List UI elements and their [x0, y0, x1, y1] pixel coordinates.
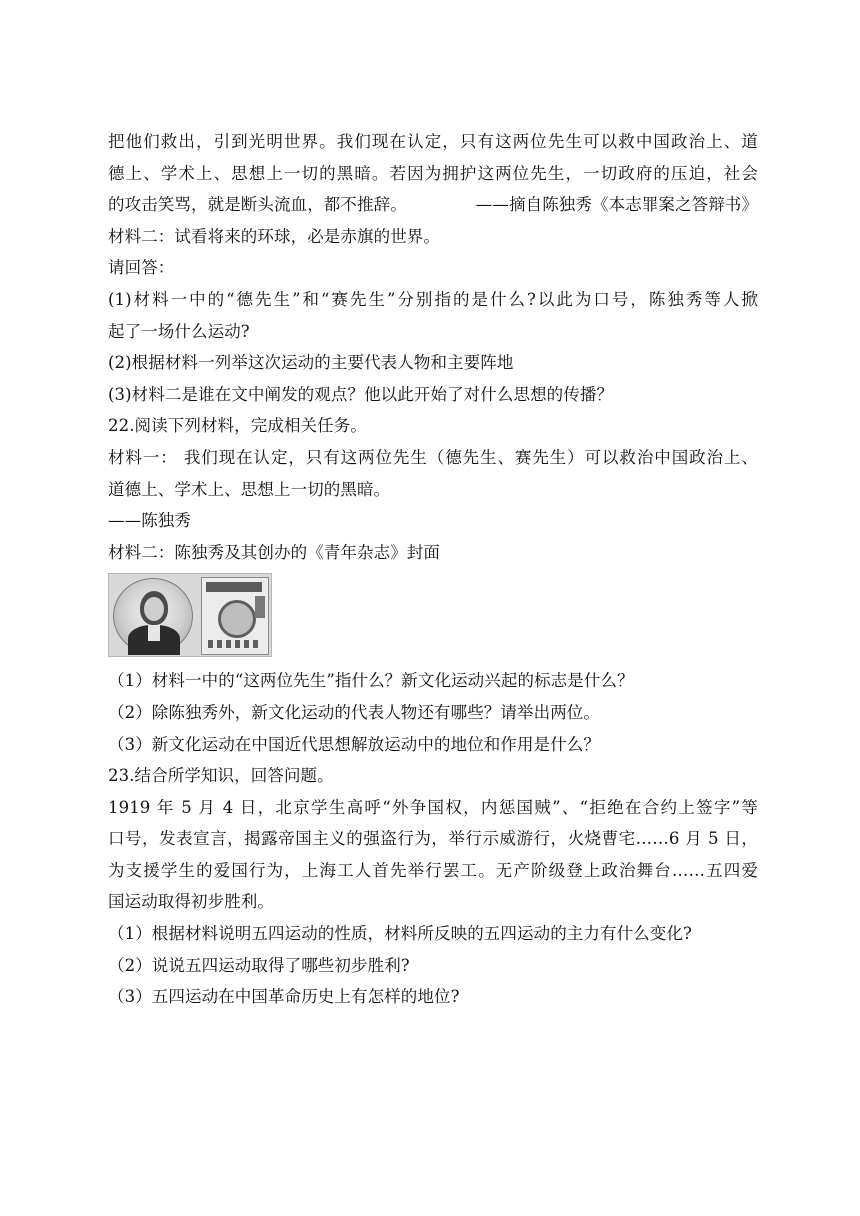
q22-subquestion-3: （3）新文化运动在中国近代思想解放运动中的地位和作用是什么？: [108, 734, 600, 754]
q23-text-line: 口号，发表宣言，揭露帝国主义的强盗行为，举行示威游行，火烧曹宅……6 月 5 日，: [108, 829, 758, 849]
q22-material-one-continued: 道德上、学术上、思想上一切的黑暗。: [108, 479, 391, 499]
q21-subquestion-1: (1)材料一中的“德先生”和“赛先生”分别指的是什么?以此为口号，陈独秀等人掀: [108, 289, 758, 309]
magazine-title-block: [255, 596, 265, 618]
q22-title: 22.阅读下列材料，完成相关任务。: [108, 416, 367, 436]
q22-subquestion-2: （2）除陈独秀外，新文化运动的代表人物还有哪些？请举出两位。: [108, 702, 600, 722]
quote-text: 的攻击笑骂，就是断头流血，都不推辞。: [108, 195, 407, 215]
q22-material-one: 材料一： 我们现在认定，只有这两位先生（德先生、赛先生）可以救治中国政治上、: [108, 447, 758, 467]
q23-subquestion-2: （2）说说五四运动取得了哪些初步胜利?: [108, 955, 410, 975]
q23-title: 23.结合所学知识，回答问题。: [108, 766, 334, 786]
portrait-image: [113, 578, 193, 654]
magazine-footer: [208, 640, 260, 648]
quote-source: ——摘自陈独秀《本志罪案之答辩书》: [475, 195, 758, 215]
q21-subquestion-2: (2)根据材料一列举这次运动的主要代表人物和主要阵地: [108, 353, 514, 373]
answer-prompt: 请回答：: [108, 258, 175, 278]
historical-photo: [108, 573, 272, 657]
material-two-q21: 材料二：试看将来的环球，必是赤旗的世界。: [108, 226, 440, 246]
quote-line: [108, 189, 758, 221]
portrait-collar: [148, 625, 160, 641]
document-page: [108, 126, 758, 1013]
q22-material-two: 材料二：陈独秀及其创办的《青年杂志》封面: [108, 542, 440, 562]
magazine-header: [206, 582, 262, 592]
q21-subquestion-1-continued: 起了一场什么运动?: [108, 321, 250, 341]
q22-subquestion-1: （1）材料一中的“这两位先生”指什么？新文化运动兴起的标志是什么？: [108, 671, 634, 691]
magazine-cover-figure: [108, 573, 758, 659]
text-line: 把他们救出，引到光明世界。我们现在认定，只有这两位先生可以救中国政治上、道: [108, 132, 758, 151]
magazine-cover: [201, 577, 269, 655]
text-line: 德上、学术上、思想上一切的黑暗。若因为拥护这两位先生，一切政府的压迫，社会: [108, 163, 758, 183]
q22-attribution: ——陈独秀: [108, 511, 191, 531]
q23-text-line: 1919 年 5 月 4 日，北京学生高呼“外争国权，内惩国贼”、“拒绝在合约上签字”等: [108, 797, 758, 817]
magazine-emblem: [218, 600, 256, 638]
q23-text-line: 国运动取得初步胜利。: [108, 892, 274, 912]
q21-subquestion-3: (3)材料二是谁在文中阐发的观点？他以此开始了对什么思想的传播？: [108, 384, 614, 404]
q23-subquestion-1: （1）根据材料说明五四运动的性质，材料所反映的五四运动的主力有什么变化?: [108, 924, 692, 944]
q23-subquestion-3: （3）五四运动在中国革命历史上有怎样的地位?: [108, 987, 460, 1007]
q23-text-line: 为支援学生的爱国行为，上海工人首先举行罢工。无产阶级登上政治舞台……五四爱: [108, 860, 758, 880]
